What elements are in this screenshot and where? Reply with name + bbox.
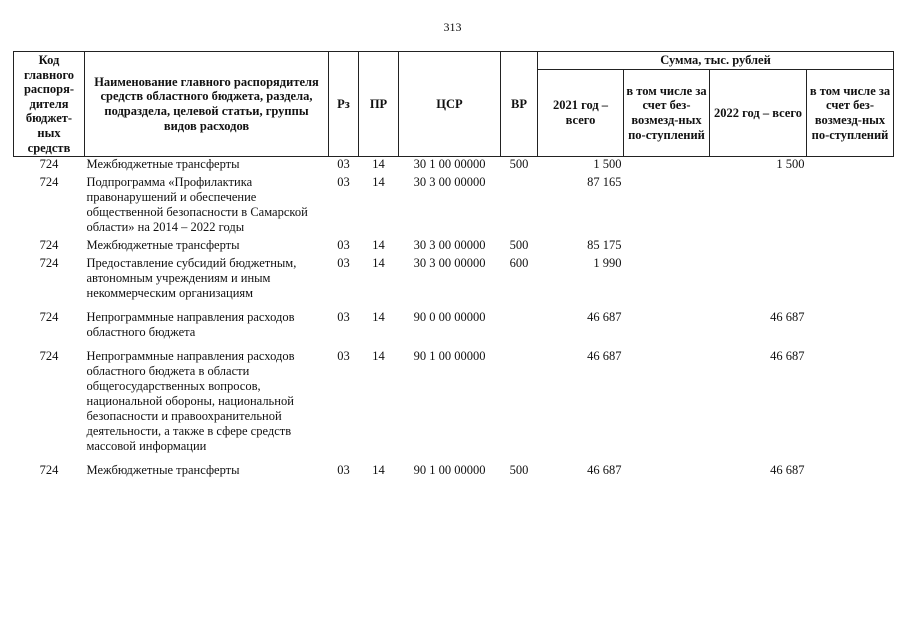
cell-2021-free (624, 157, 710, 176)
cell-code: 724 (39, 256, 59, 271)
cell-2021-free (624, 238, 710, 256)
cell-2021-free (624, 256, 710, 310)
header-2021-free: в том числе за счет без-возмезд-ных по-ступлений (624, 70, 710, 157)
cell-name: Межбюджетные трансферты (86, 157, 240, 172)
cell-2021-total: 1 990 (593, 256, 622, 271)
page-number: 313 (443, 20, 462, 34)
table-row (14, 310, 894, 349)
cell-csr: 30 3 00 00000 (413, 256, 486, 271)
cell-2021-total: 85 175 (587, 238, 622, 253)
cell-2022-total (710, 175, 807, 238)
cell-2022-total: 46 687 (770, 310, 805, 325)
cell-code: 724 (39, 349, 59, 364)
cell-2022-free (807, 157, 894, 176)
cell-name: Предоставление субсидий бюджетным, автономным учреждениям и иным некоммерческим организациям (86, 256, 297, 301)
cell-2022-total: 46 687 (770, 349, 805, 364)
cell-2022-free (807, 256, 894, 310)
cell-2021-free (624, 175, 710, 238)
cell-rz: 03 (337, 349, 350, 364)
cell-name: Подпрограмма «Профилактика правонарушений и обеспечение общественной безопасности в Самарской области» на 2014 – 2022 годы (86, 175, 308, 235)
cell-code: 724 (39, 463, 59, 478)
cell-pr: 14 (372, 157, 385, 172)
cell-rz: 03 (337, 157, 350, 172)
cell-csr: 30 1 00 00000 (413, 157, 486, 172)
cell-code: 724 (39, 238, 59, 253)
cell-name: Межбюджетные трансферты (86, 238, 240, 253)
cell-rz: 03 (337, 238, 350, 253)
header-code: Код главного распоря-дителя бюджет-ных средств (14, 52, 85, 157)
cell-code: 724 (39, 157, 59, 172)
cell-2021-free (624, 310, 710, 349)
cell-2021-total: 46 687 (587, 310, 622, 325)
cell-pr: 14 (372, 349, 385, 364)
cell-csr: 30 3 00 00000 (413, 238, 486, 253)
cell-vr (501, 175, 538, 238)
cell-2021-free (624, 463, 710, 481)
cell-2022-free (807, 175, 894, 238)
cell-vr: 600 (509, 256, 529, 271)
cell-pr: 14 (372, 463, 385, 478)
cell-2022-free (807, 310, 894, 349)
cell-vr (501, 310, 538, 349)
cell-rz: 03 (337, 256, 350, 271)
cell-code: 724 (39, 175, 59, 190)
cell-name: Межбюджетные трансферты (86, 463, 240, 478)
header-csr: ЦСР (399, 52, 501, 157)
header-2022-free: в том числе за счет без-возмезд-ных по-ступлений (807, 70, 894, 157)
cell-pr: 14 (372, 256, 385, 271)
cell-vr (501, 349, 538, 463)
cell-pr: 14 (372, 238, 385, 253)
header-name: Наименование главного распорядителя средств областного бюджета, раздела, подраздела, целевой статьи, группы видов расходов (85, 52, 329, 157)
cell-rz: 03 (337, 175, 350, 190)
table-row (14, 175, 894, 238)
table-row (14, 349, 894, 463)
header-2022-total: 2022 год – всего (710, 70, 807, 157)
table-row (14, 157, 894, 176)
cell-rz: 03 (337, 463, 350, 478)
cell-name: Непрограммные направления расходов областного бюджета в области общегосударственных вопросов, национальной обороны, национальной безопасности и правоохранительной деятельности, а также в сфере средств массовой информации (86, 349, 295, 454)
header-sum: Сумма, тыс. рублей (538, 52, 894, 70)
cell-pr: 14 (372, 175, 385, 190)
cell-vr: 500 (509, 238, 529, 253)
table-row (14, 256, 894, 310)
table-header (14, 52, 894, 157)
cell-2021-total: 46 687 (587, 463, 622, 478)
cell-2022-total: 46 687 (770, 463, 805, 478)
header-vr: ВР (501, 52, 538, 157)
cell-2021-free (624, 349, 710, 463)
cell-vr: 500 (509, 157, 529, 172)
cell-2022-free (807, 238, 894, 256)
cell-2022-free (807, 463, 894, 481)
cell-2021-total: 46 687 (587, 349, 622, 364)
cell-2022-free (807, 349, 894, 463)
cell-name: Непрограммные направления расходов областного бюджета (86, 310, 295, 340)
cell-code: 724 (39, 310, 59, 325)
cell-vr: 500 (509, 463, 529, 478)
cell-rz: 03 (337, 310, 350, 325)
header-2021-total: 2021 год – всего (538, 70, 624, 157)
cell-2021-total: 1 500 (593, 157, 622, 172)
cell-csr: 30 3 00 00000 (413, 175, 486, 190)
header-pr: ПР (359, 52, 399, 157)
table-row (14, 463, 894, 481)
header-rz: Рз (329, 52, 359, 157)
cell-csr: 90 1 00 00000 (413, 349, 486, 364)
cell-2022-total (710, 238, 807, 256)
cell-2022-total (710, 256, 807, 310)
budget-table (13, 51, 894, 481)
cell-pr: 14 (372, 310, 385, 325)
cell-csr: 90 1 00 00000 (413, 463, 486, 478)
table-row (14, 238, 894, 256)
cell-2022-total: 1 500 (776, 157, 805, 172)
cell-csr: 90 0 00 00000 (413, 310, 486, 325)
cell-2021-total: 87 165 (587, 175, 622, 190)
